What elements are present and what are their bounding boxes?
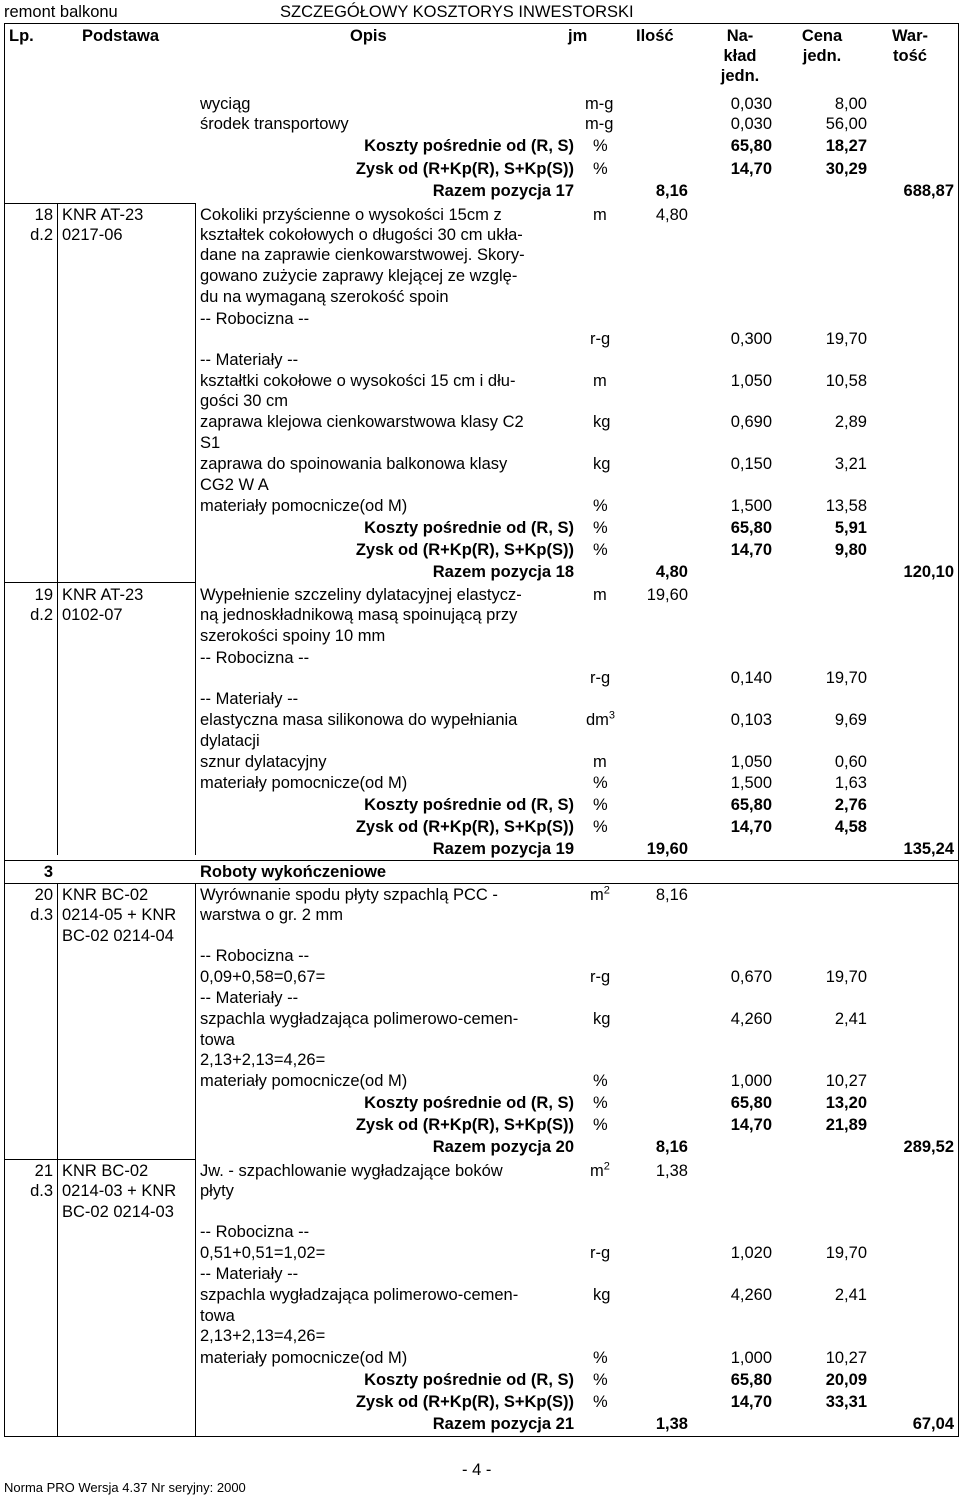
rule-p20-top — [4, 883, 959, 884]
p19-rg-jm: r-g — [590, 669, 611, 687]
p18-kp-jm: % — [593, 519, 608, 537]
p20-m1-naklad: 4,260 — [730, 1010, 772, 1028]
p18-podstawa-2: 0217-06 — [62, 226, 123, 244]
p20-opis-2: warstwa o gr. 2 mm — [200, 906, 344, 924]
p21-rg-opis: 0,51+0,51=1,02= — [200, 1244, 326, 1262]
p19-rg-cena: 19,70 — [825, 669, 867, 687]
p20-zy-cena: 21,89 — [825, 1116, 867, 1134]
p21-materialy: -- Materiały -- — [200, 1265, 299, 1283]
p19-m2-naklad: 1,050 — [730, 753, 772, 771]
rule-table-bottom — [4, 1436, 959, 1437]
p20-m2-jm: % — [593, 1072, 608, 1090]
r05-wartosc: 688,87 — [903, 182, 954, 200]
p18-opis-4: gowano zużycie zaprawy klejącej ze wzglę- — [200, 267, 518, 285]
p18-ilosc: 4,80 — [655, 206, 688, 224]
rule-sec3-top — [4, 860, 959, 861]
col-naklad-3: jedn. — [720, 67, 760, 85]
p20-m1-opis-1: szpachla wygładzająca polimerowo-cemen- — [200, 1010, 519, 1028]
p18-zy-naklad: 14,70 — [730, 541, 772, 559]
p21-jm-sup: 2 — [603, 1160, 610, 1173]
p21-m2-jm: % — [593, 1349, 608, 1367]
p19-podstawa-2: 0102-07 — [62, 606, 123, 624]
p21-opis-2: płyty — [200, 1182, 234, 1200]
p19-m2-opis: sznur dylatacyjny — [200, 753, 327, 771]
p18-m3-opis-2: CG2 W A — [200, 476, 269, 494]
p18-m2-naklad: 0,690 — [730, 413, 772, 431]
p18-rg-jm: r-g — [590, 330, 611, 348]
r02-naklad: 0,030 — [730, 115, 772, 133]
p19-razem-opis: Razem pozycja 19 — [432, 840, 574, 858]
p20-m2-opis: materiały pomocnicze(od M) — [200, 1072, 408, 1090]
p18-m1-jm: m — [593, 372, 607, 390]
p21-m1-naklad: 4,260 — [730, 1286, 772, 1304]
p18-kp-cena: 5,91 — [834, 519, 867, 537]
p19-ilosc: 19,60 — [646, 586, 688, 604]
p19-m1-jm-base: dm — [586, 711, 609, 729]
r01-naklad: 0,030 — [730, 95, 772, 113]
r04-naklad: 14,70 — [730, 160, 772, 178]
p21-kp-jm: % — [593, 1371, 608, 1389]
p20-razem-ilosc: 8,16 — [655, 1138, 688, 1156]
p20-kp-jm: % — [593, 1094, 608, 1112]
p18-opis-1: Cokoliki przyścienne o wysokości 15cm z — [200, 206, 502, 224]
p20-m1-opis-2: towa — [200, 1031, 235, 1049]
p18-razem-opis: Razem pozycja 18 — [432, 563, 574, 581]
p18-jm: m — [593, 206, 607, 224]
p18-m4-jm: % — [593, 497, 608, 515]
r05-ilosc: 8,16 — [655, 182, 688, 200]
p18-zy-opis: Zysk od (R+Kp(R), S+Kp(S)) — [355, 541, 574, 559]
p20-ilosc: 8,16 — [655, 886, 688, 904]
p18-zy-cena: 9,80 — [834, 541, 867, 559]
p19-m1-naklad: 0,103 — [730, 711, 772, 729]
p21-razem-ilosc: 1,38 — [655, 1415, 688, 1433]
p20-podstawa-1: KNR BC-02 — [62, 886, 149, 904]
r02-cena: 56,00 — [825, 115, 867, 133]
p19-m2-jm: m — [593, 753, 607, 771]
p19-m3-jm: % — [593, 774, 608, 792]
p18-kp-naklad: 65,80 — [730, 519, 772, 537]
p18-m2-cena: 2,89 — [834, 413, 867, 431]
col-lp: Lp. — [9, 27, 34, 45]
p20-zy-jm: % — [593, 1116, 608, 1134]
p19-m3-cena: 1,63 — [834, 774, 867, 792]
p20-podstawa-3: BC-02 0214-04 — [62, 927, 174, 945]
p19-m1-opis-2: dylatacji — [200, 732, 260, 750]
rule-p18-top — [4, 203, 196, 204]
p18-lp: 18 — [34, 206, 53, 224]
p18-m2-jm: kg — [593, 413, 611, 431]
p18-m2-opis-1: zaprawa klejowa cienkowarstwowa klasy C2 — [200, 413, 524, 431]
p20-kp-naklad: 65,80 — [730, 1094, 772, 1112]
p20-opis-1: Wyrównanie spodu płyty szpachlą PCC - — [200, 886, 498, 904]
p18-m3-cena: 3,21 — [834, 455, 867, 473]
p19-m1-jm — [586, 710, 615, 730]
p21-podstawa-3: BC-02 0214-03 — [62, 1203, 174, 1221]
p20-rg-jm: r-g — [590, 968, 611, 986]
p20-rg-cena: 19,70 — [825, 968, 867, 986]
p19-m1-opis-1: elastyczna masa silikonowa do wypełniania — [200, 711, 518, 729]
p20-m1-opis-3: 2,13+2,13=4,26= — [200, 1051, 326, 1069]
sec3-lp: 3 — [43, 863, 53, 881]
col-ilosc: Ilość — [636, 27, 674, 45]
p21-jm-base: m — [590, 1162, 604, 1180]
p20-rg-opis: 0,09+0,58=0,67= — [200, 968, 326, 986]
p18-podstawa-1: KNR AT-23 — [62, 206, 144, 224]
p21-lp: 21 — [34, 1162, 53, 1180]
p19-opis-1: Wypełnienie szczeliny dylatacyjnej elastycz- — [200, 586, 522, 604]
sec3-title: Roboty wykończeniowe — [200, 863, 387, 881]
doc-title: SZCZEGÓŁOWY KOSZTORYS INWESTORSKI — [280, 3, 634, 21]
col-opis: Opis — [350, 27, 387, 45]
p21-kp-opis: Koszty pośrednie od (R, S) — [364, 1371, 574, 1389]
p18-rg-cena: 19,70 — [825, 330, 867, 348]
rule-p21-top — [4, 1159, 196, 1160]
p19-zy-cena: 4,58 — [834, 818, 867, 836]
p19-kp-cena: 2,76 — [834, 796, 867, 814]
p19-opis-3: szerokości spoiny 10 mm — [200, 627, 386, 645]
r03-cena: 18,27 — [825, 137, 867, 155]
p21-zy-naklad: 14,70 — [730, 1393, 772, 1411]
p19-lp: 19 — [34, 586, 53, 604]
col-jm: jm — [568, 27, 588, 45]
p19-m1-jm-sup: 3 — [608, 709, 616, 722]
p21-m1-opis-1: szpachla wygładzająca polimerowo-cemen- — [200, 1286, 519, 1304]
col-wartosc-1: War- — [891, 27, 929, 45]
p21-zy-opis: Zysk od (R+Kp(R), S+Kp(S)) — [355, 1393, 574, 1411]
p18-opis-3: dane na zaprawie cienkowarstwowej. Skory- — [200, 246, 525, 264]
rule-p19-top — [4, 582, 196, 583]
p18-m2-opis-2: S1 — [200, 434, 221, 452]
col-cena-2: jedn. — [802, 47, 842, 65]
p18-kp-opis: Koszty pośrednie od (R, S) — [364, 519, 574, 537]
p19-kp-naklad: 65,80 — [730, 796, 772, 814]
p20-jm-sup: 2 — [603, 884, 610, 897]
p21-razem-opis: Razem pozycja 21 — [432, 1415, 574, 1433]
p19-rg-naklad: 0,140 — [730, 669, 772, 687]
p20-lp: 20 — [34, 886, 53, 904]
p19-jm: m — [593, 586, 607, 604]
p20-kp-opis: Koszty pośrednie od (R, S) — [364, 1094, 574, 1112]
p18-m4-cena: 13,58 — [825, 497, 867, 515]
p20-zy-naklad: 14,70 — [730, 1116, 772, 1134]
p21-m1-opis-3: 2,13+2,13=4,26= — [200, 1327, 326, 1345]
p20-m1-cena: 2,41 — [834, 1010, 867, 1028]
p19-kp-opis: Koszty pośrednie od (R, S) — [364, 796, 574, 814]
r01-opis: wyciąg — [200, 95, 251, 113]
p21-rg-jm: r-g — [590, 1244, 611, 1262]
p18-m1-cena: 10,58 — [825, 372, 867, 390]
p19-kp-jm: % — [593, 796, 608, 814]
p18-robocizna: -- Robocizna -- — [200, 310, 310, 328]
r01-jm: m-g — [585, 95, 614, 113]
col-naklad-1: Na- — [726, 27, 754, 45]
rule-podstawa-a — [195, 203, 196, 855]
p21-zy-jm: % — [593, 1393, 608, 1411]
p20-m2-naklad: 1,000 — [730, 1072, 772, 1090]
r05-opis: Razem pozycja 17 — [432, 182, 574, 200]
p20-kp-cena: 13,20 — [825, 1094, 867, 1112]
r03-opis: Koszty pośrednie od (R, S) — [364, 137, 574, 155]
p19-razem-wartosc: 135,24 — [903, 840, 954, 858]
p19-podstawa-1: KNR AT-23 — [62, 586, 144, 604]
p18-m1-naklad: 1,050 — [730, 372, 772, 390]
p19-materialy: -- Materiały -- — [200, 690, 299, 708]
p19-zy-jm: % — [593, 818, 608, 836]
r04-cena: 30,29 — [825, 160, 867, 178]
p21-rg-naklad: 1,020 — [730, 1244, 772, 1262]
p19-lp-d: d.2 — [30, 606, 53, 624]
r04-opis: Zysk od (R+Kp(R), S+Kp(S)) — [355, 160, 574, 178]
p18-m3-naklad: 0,150 — [730, 455, 772, 473]
p21-razem-wartosc: 67,04 — [912, 1415, 954, 1433]
col-cena-1: Cena — [801, 27, 843, 45]
p18-rg-naklad: 0,300 — [730, 330, 772, 348]
p21-kp-cena: 20,09 — [825, 1371, 867, 1389]
p18-m4-naklad: 1,500 — [730, 497, 772, 515]
p18-opis-5: du na wymaganą szerokość spoin — [200, 288, 449, 306]
p19-opis-2: ną jednoskładnikową masą spoinującą przy — [200, 606, 518, 624]
p20-podstawa-2: 0214-05 + KNR — [62, 906, 177, 924]
r04-jm: % — [593, 160, 608, 178]
p21-rg-cena: 19,70 — [825, 1244, 867, 1262]
p21-lp-d: d.3 — [30, 1182, 53, 1200]
p18-materialy: -- Materiały -- — [200, 351, 299, 369]
rule-header-top — [4, 23, 959, 24]
doc-subject: remont balkonu — [4, 3, 118, 21]
p21-m2-cena: 10,27 — [825, 1349, 867, 1367]
p20-jm-base: m — [590, 886, 604, 904]
software-info: Norma PRO Wersja 4.37 Nr seryjny: 2000 — [4, 1480, 246, 1495]
p18-lp-d: d.2 — [30, 226, 53, 244]
p19-zy-opis: Zysk od (R+Kp(R), S+Kp(S)) — [355, 818, 574, 836]
p21-m2-opis: materiały pomocnicze(od M) — [200, 1349, 408, 1367]
p18-m1-opis-2: gości 30 cm — [200, 392, 289, 410]
p20-zy-opis: Zysk od (R+Kp(R), S+Kp(S)) — [355, 1116, 574, 1134]
p18-m4-opis: materiały pomocnicze(od M) — [200, 497, 408, 515]
p21-zy-cena: 33,31 — [825, 1393, 867, 1411]
p18-m3-jm: kg — [593, 455, 611, 473]
p19-zy-naklad: 14,70 — [730, 818, 772, 836]
p21-m1-cena: 2,41 — [834, 1286, 867, 1304]
p21-ilosc: 1,38 — [655, 1162, 688, 1180]
p21-m1-opis-2: towa — [200, 1307, 235, 1325]
p20-m1-jm: kg — [593, 1010, 611, 1028]
p20-m2-cena: 10,27 — [825, 1072, 867, 1090]
p19-razem-ilosc: 19,60 — [646, 840, 688, 858]
p21-m2-naklad: 1,000 — [730, 1349, 772, 1367]
p18-zy-jm: % — [593, 541, 608, 559]
p19-robocizna: -- Robocizna -- — [200, 649, 310, 667]
p18-opis-2: kształtek cokołowych o długości 30 cm ukła- — [200, 226, 523, 244]
rule-right — [958, 23, 959, 1437]
col-podstawa: Podstawa — [82, 27, 160, 45]
col-naklad-2: kład — [723, 47, 757, 65]
col-wartosc-2: tość — [893, 47, 927, 65]
p20-rg-naklad: 0,670 — [730, 968, 772, 986]
p19-m3-opis: materiały pomocnicze(od M) — [200, 774, 408, 792]
p21-m1-jm: kg — [593, 1286, 611, 1304]
p21-opis-1: Jw. - szpachlowanie wygładzające boków — [200, 1162, 503, 1180]
p19-m2-cena: 0,60 — [834, 753, 867, 771]
p18-razem-wartosc: 120,10 — [903, 563, 954, 581]
r03-naklad: 65,80 — [730, 137, 772, 155]
p19-m3-naklad: 1,500 — [730, 774, 772, 792]
r03-jm: % — [593, 137, 608, 155]
p21-robocizna: -- Robocizna -- — [200, 1223, 310, 1241]
r02-jm: m-g — [585, 115, 614, 133]
p18-m3-opis-1: zaprawa do spoinowania balkonowa klasy — [200, 455, 508, 473]
r01-cena: 8,00 — [834, 95, 867, 113]
p18-m1-opis-1: kształtki cokołowe o wysokości 15 cm i dłu- — [200, 372, 516, 390]
p20-razem-opis: Razem pozycja 20 — [432, 1138, 574, 1156]
r02-opis: środek transportowy — [200, 115, 349, 133]
p20-robocizna: -- Robocizna -- — [200, 947, 310, 965]
p21-kp-naklad: 65,80 — [730, 1371, 772, 1389]
rule-lp-a — [57, 203, 58, 855]
p21-podstawa-2: 0214-03 + KNR — [62, 1182, 177, 1200]
p20-razem-wartosc: 289,52 — [903, 1138, 954, 1156]
p20-lp-d: d.3 — [30, 906, 53, 924]
p18-razem-ilosc: 4,80 — [655, 563, 688, 581]
p21-podstawa-1: KNR BC-02 — [62, 1162, 149, 1180]
p19-m1-cena: 9,69 — [834, 711, 867, 729]
p20-materialy: -- Materiały -- — [200, 989, 299, 1007]
page-number: - 4 - — [462, 1461, 492, 1479]
